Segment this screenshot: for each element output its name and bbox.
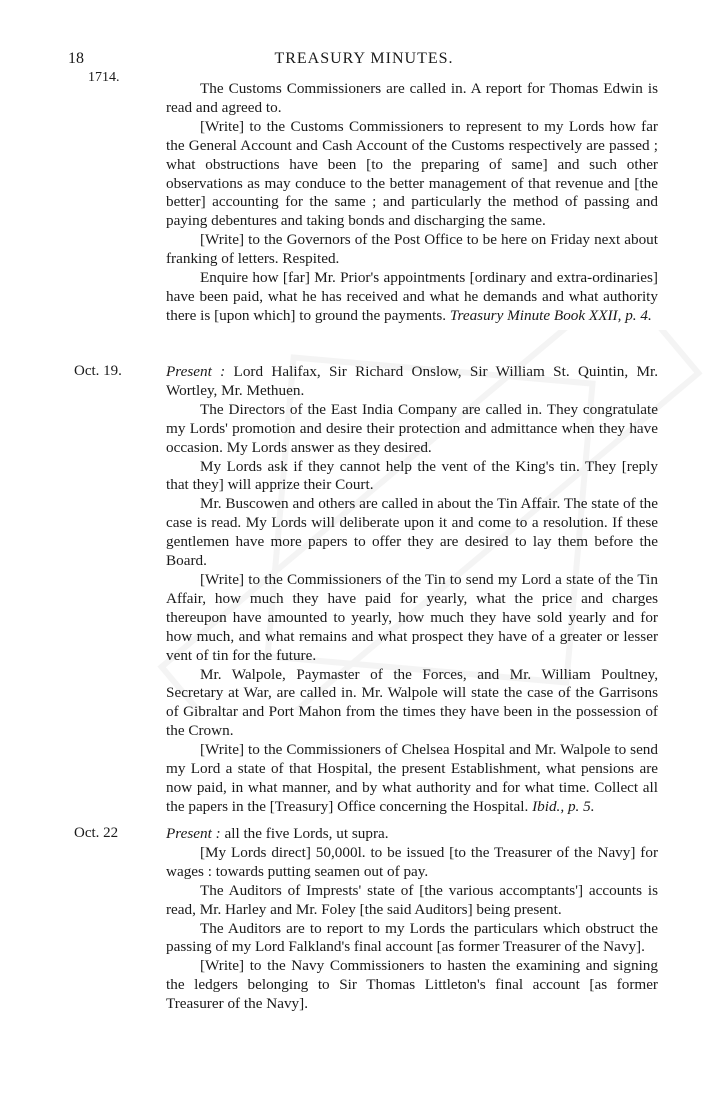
entry-1-body <box>166 80 658 326</box>
paragraph: [Write] to the Commissioners of the Tin to send my Lord a state of the Tin Affair, how much they have paid for yearly, what the price and charges thereupon have amounted to yearly, how much they have sold yearly and for how much, and what remains and what prospect they have of a greater or lesser vent of tin for the future. <box>166 570 658 664</box>
paragraph: [My Lords direct] 50,000l. to be issued [to the Treasurer of the Navy] for wages : towards putting seamen out of pay. <box>166 843 658 880</box>
entry-3-body <box>166 825 658 1014</box>
paragraph: My Lords ask if they cannot help the vent of the King's tin. They [reply that they] will apprize their Court. <box>166 457 658 494</box>
paragraph: The Directors of the East India Company are called in. They congratulate my Lords' promotion and desire their protection and admittance when they have occasion. My Lords answer as they desired. <box>166 400 658 456</box>
running-title: TREASURY MINUTES. <box>274 50 454 67</box>
entry-date: Oct. 22 <box>74 825 119 841</box>
page-number: 18 <box>68 50 84 67</box>
paragraph: The Auditors of Imprests' state of [the various accomptants'] accounts is read, Mr. Harley and Mr. Foley [the said Auditors] being present. <box>166 881 658 918</box>
paragraph-text: [Write] to the Commissioners of Chelsea Hospital and Mr. Walpole to send my Lord a state of that Hospital, the present Establishment, what pensions are now paid, in what manner, and by what authority and for what time. Collect all the papers in the [Treasury] Office concerning the Hospital. <box>166 741 658 815</box>
paragraph: [Write] to the Governors of the Post Office to be here on Friday next about franking of letters. Respited. <box>166 231 658 268</box>
paragraph-text: Enquire how [far] Mr. Prior's appointments [ordinary and extra-ordinaries] have been paid, what he has received and what he demands and what authority there is [upon which] to ground the payments. <box>166 269 658 324</box>
present-line <box>166 825 658 844</box>
present-text: all the five Lords, ut supra. <box>220 825 389 842</box>
entry-date: Oct. 19. <box>74 363 122 379</box>
paragraph <box>166 741 658 817</box>
citation: Ibid., p. 5. <box>532 797 595 815</box>
paragraph: The Auditors are to report to my Lords the particulars which obstruct the passing of my Lord Falkland's final account [as former Treasurer of the Navy]. <box>166 919 658 956</box>
paragraph <box>166 269 658 326</box>
paragraph: Mr. Walpole, Paymaster of the Forces, and Mr. William Poultney, Secretary at War, are called in. Mr. Walpole will state the case of the Garrisons of Gibraltar and Port Mahon from the times they have been in the possession of the Crown. <box>166 665 658 740</box>
entry-2-body <box>166 363 658 817</box>
year-label: 1714. <box>88 70 120 85</box>
present-label: Present : <box>166 825 221 842</box>
paragraph: The Customs Commissioners are called in. A report for Thomas Edwin is read and agreed to. <box>166 80 658 116</box>
paragraph: [Write] to the Navy Commissioners to hasten the examining and signing the ledgers belonging to Sir Thomas Littleton's final account [as former Treasurer of the Navy]. <box>166 957 658 1013</box>
present-text: Lord Halifax, Sir Richard Onslow, Sir William St. Quintin, Mr. Wortley, Mr. Methuen. <box>166 363 658 399</box>
present-line <box>166 363 658 401</box>
paragraph: Mr. Buscowen and others are called in about the Tin Affair. The state of the case is read. My Lords will deliberate upon it and come to a resolution. If these gentlemen have more papers to offer they are desired to lay them before the Board. <box>166 495 658 570</box>
paragraph: [Write] to the Customs Commissioners to represent to my Lords how far the General Account and Cash Account of the Customs respectively are passed ; what obstructions have been [to the preparing of same] and such other observations as may conduce to the better management of that revenue and [the better] accounting for the same ; and particularly the method of passing and paying debentures and taking bonds and discharging the same. <box>166 117 658 230</box>
citation: Treasury Minute Book XXII, p. 4. <box>449 306 652 324</box>
present-label: Present : <box>166 363 226 380</box>
